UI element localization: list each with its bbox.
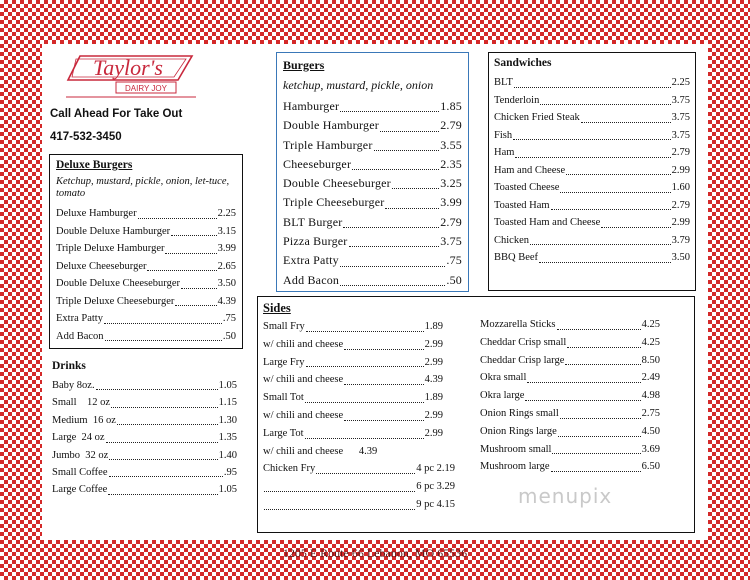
sandwiches-title: Sandwiches	[494, 57, 552, 69]
burgers-box	[276, 52, 469, 292]
item-price: 3.55	[440, 137, 462, 152]
deluxe-burgers-list	[56, 205, 236, 345]
item-name: Chicken	[494, 234, 529, 246]
leader-dots	[171, 235, 217, 236]
menu-item	[283, 116, 462, 135]
item-price: 3.75	[671, 112, 690, 123]
menu-item	[494, 92, 690, 110]
item-price: 1.30	[218, 414, 237, 426]
item-name: Triple Hamburger	[283, 137, 373, 152]
item-name: Jumbo 32 oz	[52, 449, 109, 461]
menu-item	[480, 458, 660, 476]
menu-item	[283, 174, 462, 193]
leader-dots	[109, 459, 217, 460]
item-price: 3.75	[671, 129, 690, 141]
leader-dots	[305, 402, 424, 403]
item-name: Cheddar Crisp small	[480, 336, 567, 348]
leader-dots	[343, 227, 439, 228]
leader-dots	[530, 244, 671, 245]
item-price: 3.50	[217, 278, 236, 289]
leader-dots	[109, 476, 223, 477]
item-name: Medium 16 oz	[52, 414, 116, 426]
item-name: Cheddar Crisp large	[480, 354, 565, 366]
menu-item	[480, 369, 660, 387]
menu-item	[283, 251, 462, 270]
item-price: 4.25	[641, 319, 660, 330]
leader-dots	[264, 509, 415, 510]
item-price: 1.05	[218, 484, 237, 496]
menu-item	[494, 197, 690, 215]
item-name: BBQ Beef	[494, 252, 539, 263]
leader-dots	[551, 209, 671, 210]
item-name: Onion Rings large	[480, 425, 557, 437]
item-name: BLT Burger	[283, 214, 343, 229]
item-name: Large Fry	[263, 356, 305, 368]
item-price: 1.89	[424, 321, 443, 332]
leader-dots	[117, 424, 218, 425]
menu-item	[52, 447, 237, 464]
leader-dots	[305, 438, 424, 439]
logo-sub: DAIRY JOY	[125, 84, 167, 93]
item-price: 2.79	[440, 118, 462, 133]
item-price: 4.25	[641, 336, 660, 348]
menu-item	[480, 334, 660, 352]
item-name: Double Deluxe Cheeseburger	[56, 278, 181, 289]
menu-item	[283, 193, 462, 212]
menu-item	[52, 481, 237, 498]
item-price: 2.99	[671, 164, 690, 176]
menu-item	[52, 377, 237, 394]
menu-item	[56, 275, 236, 293]
menu-item	[480, 352, 660, 370]
leader-dots	[306, 331, 424, 332]
leader-dots	[105, 340, 222, 341]
sides-chicken-list	[263, 460, 455, 513]
menu-item	[283, 213, 462, 232]
menu-item	[494, 214, 690, 232]
sandwiches-box	[488, 52, 696, 291]
leader-dots	[558, 436, 641, 437]
drinks-title: Drinks	[52, 360, 86, 372]
leader-dots	[340, 111, 439, 112]
leader-dots	[340, 285, 445, 286]
leader-dots	[565, 364, 640, 365]
item-name: Chicken Fried Steak	[494, 112, 580, 123]
item-price: .95	[223, 467, 237, 479]
deluxe-burgers-subtitle: Ketchup, mustard, pickle, onion, let-tuce, tomato	[56, 176, 230, 199]
leader-dots	[557, 329, 641, 330]
item-price: 2.79	[671, 199, 690, 211]
item-price: 2.99	[671, 217, 690, 228]
item-name: Toasted Ham	[494, 199, 550, 211]
leader-dots	[138, 218, 217, 219]
item-price: 2.79	[440, 214, 462, 229]
menu-item	[494, 179, 690, 197]
drinks-list	[52, 377, 237, 499]
menu-item	[283, 271, 462, 290]
menu-item	[56, 223, 236, 241]
leader-dots	[306, 366, 424, 367]
menu-item	[56, 240, 236, 258]
item-name: Ham	[494, 147, 515, 158]
item-price: 3.50	[671, 252, 690, 263]
item-name: Small Coffee	[52, 467, 108, 479]
leader-dots	[540, 104, 670, 105]
item-name: Large Tot	[263, 427, 304, 439]
item-price: 4.98	[641, 390, 660, 402]
menu-item	[263, 460, 455, 478]
item-price: 2.49	[641, 372, 660, 384]
menu-item	[494, 109, 690, 127]
menu-item	[480, 387, 660, 405]
leader-dots	[380, 131, 439, 132]
leader-dots	[264, 491, 415, 492]
item-name: Double Cheeseburger	[283, 176, 391, 191]
menu-item	[263, 318, 443, 336]
menu-item	[494, 162, 690, 180]
leader-dots	[566, 174, 670, 175]
item-price: 2.35	[440, 156, 462, 171]
item-price: .75	[222, 313, 236, 324]
item-name: Extra Patty	[283, 253, 339, 268]
item-name: Small 12 oz	[52, 397, 111, 409]
item-price: 1.05	[218, 380, 237, 391]
item-price: 2.65	[217, 260, 236, 272]
menu-item	[283, 155, 462, 174]
menu-item	[263, 371, 443, 389]
item-price: 1.85	[440, 99, 462, 113]
menu-item	[263, 425, 443, 443]
item-price: .75	[446, 253, 462, 268]
item-name: Add Bacon	[56, 330, 104, 342]
burgers-list	[283, 97, 462, 290]
item-price: 1.89	[424, 392, 443, 404]
burgers-subtitle: ketchup, mustard, pickle, onion	[283, 78, 434, 92]
menu-item	[480, 405, 660, 423]
item-price: 3.15	[217, 225, 236, 237]
leader-dots	[539, 262, 671, 263]
menu-item	[480, 423, 660, 441]
burgers-title: Burgers	[283, 58, 325, 72]
menu-item	[283, 97, 462, 116]
item-price: 2.99	[424, 356, 443, 368]
leader-dots	[513, 139, 671, 140]
sides-right-list	[480, 316, 660, 476]
menu-item	[56, 258, 236, 276]
leader-dots	[560, 192, 670, 193]
item-price: 8.50	[641, 354, 660, 366]
leader-dots	[567, 347, 640, 348]
item-price: 2.99	[424, 338, 443, 350]
item-name: Cheeseburger	[283, 156, 352, 171]
sides-title: Sides	[263, 301, 291, 315]
item-name: BLT	[494, 77, 513, 88]
item-price: 2.79	[671, 147, 690, 158]
menu-item	[263, 336, 443, 354]
leader-dots	[527, 382, 640, 383]
leader-dots	[344, 384, 423, 385]
menu-item	[494, 249, 690, 267]
menu-item	[494, 232, 690, 250]
item-price: 3.69	[641, 443, 660, 455]
menu-item	[56, 205, 236, 223]
phone-number: 417-532-3450	[50, 131, 122, 143]
leader-dots	[374, 150, 440, 151]
item-name: Mozzarella Sticks	[480, 319, 556, 330]
menu-item	[494, 74, 690, 92]
item-price: 1.15	[218, 397, 237, 409]
item-name: Double Hamburger	[283, 118, 379, 133]
menu-item	[52, 429, 237, 446]
leader-dots	[349, 246, 440, 247]
leader-dots	[165, 253, 216, 254]
item-name: Extra Patty	[56, 313, 103, 324]
sides-left-list	[263, 318, 443, 443]
leader-dots	[181, 288, 217, 289]
item-price: 3.75	[671, 94, 690, 106]
item-price: 3.25	[440, 176, 462, 191]
large-tot-chili: w/ chili and cheese 4.39	[263, 445, 378, 457]
leader-dots	[340, 266, 446, 267]
item-name: Fish	[494, 129, 513, 141]
leader-dots	[147, 270, 216, 271]
item-name: w/ chili and cheese	[263, 409, 344, 421]
item-name: Hamburger	[283, 99, 340, 113]
item-name: Toasted Ham and Cheese	[494, 217, 601, 228]
item-name: w/ chili and cheese	[263, 338, 344, 350]
leader-dots	[601, 227, 670, 228]
item-name: Deluxe Cheeseburger	[56, 260, 147, 272]
item-name: Okra large	[480, 390, 525, 402]
item-name: Small Fry	[263, 321, 305, 332]
item-name: Triple Deluxe Cheeseburger	[56, 295, 175, 307]
drinks-section	[52, 360, 237, 499]
item-price: 2.75	[641, 407, 660, 419]
item-name: Triple Cheeseburger	[283, 195, 385, 210]
item-name: Large 24 oz	[52, 432, 105, 444]
menu-item	[52, 394, 237, 411]
item-price: 3.99	[440, 195, 462, 210]
item-name: Okra small	[480, 372, 527, 384]
leader-dots	[96, 389, 218, 390]
sandwiches-list	[494, 74, 690, 267]
taylors-logo	[66, 50, 196, 100]
leader-dots	[104, 323, 222, 324]
item-name: Pizza Burger	[283, 234, 348, 249]
item-price: 4.39	[424, 374, 443, 386]
item-price: .50	[222, 330, 236, 342]
menu-item	[283, 136, 462, 155]
leader-dots	[344, 420, 423, 421]
item-name: Toasted Cheese	[494, 182, 560, 193]
item-price: 4.39	[217, 295, 236, 307]
menu-item	[480, 441, 660, 459]
leader-dots	[344, 349, 423, 350]
leader-dots	[515, 157, 670, 158]
leader-dots	[552, 453, 640, 454]
item-price: 1.40	[218, 449, 237, 461]
leader-dots	[525, 400, 640, 401]
menu-item	[263, 407, 443, 425]
item-name: Deluxe Hamburger	[56, 208, 137, 219]
item-name: Mushroom small	[480, 443, 552, 455]
item-name: Chicken Fry	[263, 463, 316, 475]
item-price: 3.79	[671, 234, 690, 246]
menu-item	[263, 354, 443, 372]
logo-brand-name: Taylor's	[93, 55, 163, 80]
item-price: 1.35	[218, 432, 237, 444]
leader-dots	[352, 169, 439, 170]
item-price: 4.50	[641, 425, 660, 437]
item-name: w/ chili and cheese	[263, 374, 344, 386]
sides-box	[257, 296, 695, 533]
item-name: Ham and Cheese	[494, 164, 566, 176]
menu-item	[494, 127, 690, 145]
item-price: 2.25	[217, 208, 236, 219]
item-name: Double Deluxe Hamburger	[56, 225, 171, 237]
item-price: 1.60	[671, 182, 690, 193]
menu-item	[56, 310, 236, 328]
menu-item	[52, 412, 237, 429]
item-name: Mushroom large	[480, 461, 550, 473]
menu-item	[52, 464, 237, 481]
item-price: 2.99	[424, 427, 443, 439]
item-name: Large Coffee	[52, 484, 108, 496]
item-price: .50	[446, 272, 462, 287]
leader-dots	[316, 473, 415, 474]
menu-item	[283, 232, 462, 251]
menu-item	[56, 293, 236, 311]
leader-dots	[560, 418, 641, 419]
item-name: Small Tot	[263, 392, 304, 404]
address: 1205 E Route 66 Lebanon, MO 65536	[282, 546, 468, 560]
deluxe-burgers-title: Deluxe Burgers	[56, 159, 133, 171]
item-price: 2.99	[424, 409, 443, 421]
item-name: Add Bacon	[283, 272, 340, 287]
item-name: Baby 8oz.	[52, 380, 95, 391]
leader-dots	[175, 305, 216, 306]
menu-item	[480, 316, 660, 334]
leader-dots	[108, 494, 217, 495]
deluxe-burgers-box	[49, 154, 243, 349]
item-price: 6.50	[641, 461, 660, 473]
menu-item	[263, 478, 455, 496]
leader-dots	[392, 188, 439, 189]
menu-item	[263, 496, 455, 514]
leader-dots	[111, 407, 218, 408]
menu-item	[56, 328, 236, 346]
item-name: Triple Deluxe Hamburger	[56, 243, 165, 254]
item-price: 4 pc 2.19	[416, 463, 455, 475]
leader-dots	[106, 442, 218, 443]
item-price: 6 pc 3.29	[416, 481, 455, 493]
item-name: Tenderloin	[494, 94, 540, 106]
menupix-watermark: menupix	[518, 484, 613, 508]
item-price: 2.25	[671, 77, 690, 88]
item-price: 3.99	[217, 243, 236, 254]
leader-dots	[551, 471, 641, 472]
item-price: 9 pc 4.15	[416, 498, 455, 510]
item-name: Onion Rings small	[480, 407, 559, 419]
menu-item	[494, 144, 690, 162]
leader-dots	[385, 208, 439, 209]
leader-dots	[514, 87, 671, 88]
menu-item	[263, 389, 443, 407]
call-ahead-text: Call Ahead For Take Out	[50, 108, 183, 120]
item-price: 3.75	[440, 234, 462, 249]
leader-dots	[581, 122, 671, 123]
